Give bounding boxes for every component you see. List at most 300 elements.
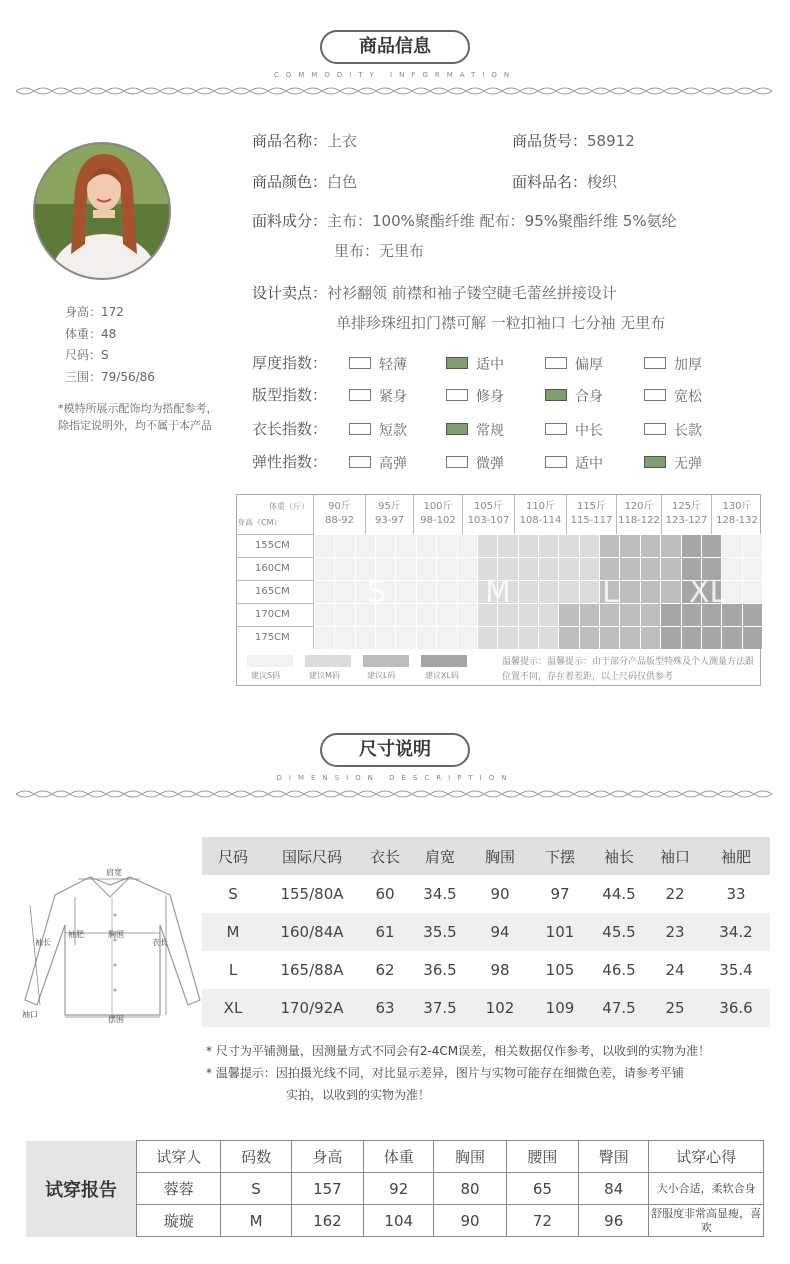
checked-box-icon bbox=[446, 423, 468, 435]
measurement-notes bbox=[206, 1040, 710, 1106]
size-grid-cell bbox=[721, 534, 741, 557]
fabric-name-row bbox=[512, 171, 617, 192]
composition-lining: 里布：无里布 bbox=[334, 242, 425, 260]
size-grid-cell bbox=[395, 626, 415, 649]
dimension-cell: 102 bbox=[470, 989, 530, 1027]
index-row bbox=[252, 418, 732, 440]
index-label: 版型指数： bbox=[252, 386, 328, 404]
size-grid-cell bbox=[334, 534, 354, 557]
index-option-label: 适中 bbox=[476, 357, 504, 373]
legend-swatch bbox=[305, 655, 351, 667]
model-weight: 体重：48 bbox=[65, 326, 117, 341]
size-grid-cell bbox=[457, 580, 477, 603]
height-row-label: 155CM bbox=[237, 534, 314, 557]
size-legend-item bbox=[247, 655, 293, 681]
dimension-header-cell: 尺码 bbox=[202, 837, 264, 875]
dimension-cell: 25 bbox=[648, 989, 702, 1027]
dimension-cell: 155/80A bbox=[280, 885, 344, 903]
dimension-cell: S bbox=[228, 885, 238, 903]
dimension-header-cell: 国际尺码 bbox=[264, 837, 360, 875]
design-line-1: 衬衫翻领 前襟和袖子镂空睫毛蕾丝拼接设计 bbox=[327, 284, 617, 302]
dimension-cell: 24 bbox=[665, 961, 685, 979]
size-grid-cell bbox=[640, 534, 660, 557]
legend-swatch bbox=[247, 655, 293, 667]
size-grid-cell bbox=[640, 580, 660, 603]
corner-weight: 体重（斤） bbox=[269, 502, 309, 511]
height-row-label: 175CM bbox=[237, 626, 314, 649]
index-option-label: 无弹 bbox=[674, 456, 702, 472]
index-option bbox=[644, 453, 702, 473]
weight-jin: 100斤 bbox=[423, 501, 453, 512]
index-option bbox=[644, 420, 702, 440]
size-grid-cell bbox=[619, 626, 639, 649]
size-grid-cell bbox=[538, 580, 558, 603]
index-option bbox=[446, 354, 504, 374]
size-grid-cell bbox=[314, 626, 334, 649]
composition-label: 面料成分： bbox=[252, 212, 328, 230]
legend-label: 建议M码 bbox=[309, 671, 340, 680]
size-grid-cell bbox=[395, 580, 415, 603]
weight-column-header bbox=[515, 495, 567, 534]
unchecked-box-icon bbox=[545, 456, 567, 468]
index-option-label: 适中 bbox=[575, 456, 603, 472]
size-grid-cell bbox=[436, 580, 456, 603]
dimension-header-row bbox=[202, 837, 770, 875]
weight-jin: 115斤 bbox=[576, 501, 607, 512]
size-grid-cell bbox=[701, 534, 721, 557]
size-grid-cell bbox=[599, 626, 619, 649]
size-grid-cell bbox=[701, 626, 721, 649]
trial-header-cell: 试穿人 bbox=[137, 1141, 221, 1173]
size-grid-cell bbox=[314, 603, 334, 626]
index-row bbox=[252, 352, 732, 374]
weight-jin: 130斤 bbox=[722, 501, 752, 512]
size-grid-cell bbox=[518, 626, 538, 649]
size-grid-cell bbox=[334, 580, 354, 603]
label-armhole: 袖肥 bbox=[68, 930, 84, 939]
model-height: 身高：172 bbox=[65, 305, 124, 319]
index-option bbox=[545, 354, 603, 374]
index-option bbox=[545, 386, 603, 406]
size-letter: M bbox=[485, 575, 511, 610]
size-grid-cell bbox=[742, 580, 762, 603]
height-row-label: 165CM bbox=[237, 580, 314, 603]
size-grid-cell bbox=[558, 580, 578, 603]
weight-range: 115-117 bbox=[570, 515, 613, 526]
index-option-label: 短款 bbox=[379, 423, 407, 439]
index-row bbox=[252, 384, 732, 406]
size-grid-cell bbox=[538, 534, 558, 557]
weight-column-header bbox=[366, 495, 414, 534]
product-sku-value: 58912 bbox=[587, 132, 635, 150]
index-option bbox=[644, 386, 702, 406]
label-cuff: 袖口 bbox=[22, 1010, 38, 1019]
dimension-cell: 46.5 bbox=[602, 961, 636, 979]
weight-range: 88-92 bbox=[324, 515, 355, 526]
unchecked-box-icon bbox=[644, 357, 666, 369]
weight-jin: 125斤 bbox=[671, 501, 702, 512]
dimension-header-cell: 袖肥 bbox=[702, 837, 770, 875]
size-grid-cell bbox=[558, 603, 578, 626]
product-color-row bbox=[252, 171, 357, 192]
index-option-label: 修身 bbox=[476, 389, 504, 405]
dimension-cell: 61 bbox=[360, 913, 410, 951]
dimension-cell: 101 bbox=[530, 913, 590, 951]
weight-jin: 95斤 bbox=[378, 501, 401, 512]
index-label: 衣长指数： bbox=[252, 420, 328, 438]
dimension-header-cell: 袖口 bbox=[648, 837, 702, 875]
size-grid-cell bbox=[538, 626, 558, 649]
dimension-cell: L bbox=[228, 961, 238, 979]
product-name-value: 上衣 bbox=[327, 132, 358, 150]
dimension-header-cell: 胸围 bbox=[470, 837, 530, 875]
table-row bbox=[202, 913, 770, 951]
size-grid-cell bbox=[416, 626, 436, 649]
size-grid-cell bbox=[742, 603, 762, 626]
size-grid-cell bbox=[497, 534, 517, 557]
trial-header-cell: 身高 bbox=[291, 1141, 363, 1173]
index-option-label: 紧身 bbox=[379, 389, 407, 405]
height-row-label: 160CM bbox=[237, 557, 314, 580]
table-row bbox=[202, 989, 770, 1027]
weight-column-header bbox=[712, 495, 762, 534]
index-option-label: 常规 bbox=[476, 423, 504, 439]
dimension-cell: 45.5 bbox=[590, 913, 648, 951]
garment-measurement-diagram bbox=[20, 865, 205, 1025]
unchecked-box-icon bbox=[545, 423, 567, 435]
size-grid-cell bbox=[579, 534, 599, 557]
size-grid-cell bbox=[457, 626, 477, 649]
size-grid-cell bbox=[721, 626, 741, 649]
product-sku-label: 商品货号： bbox=[512, 132, 588, 150]
size-grid-cell bbox=[742, 557, 762, 580]
index-row bbox=[252, 451, 732, 473]
product-color-label: 商品颜色： bbox=[252, 173, 328, 191]
dimension-cell: 165/88A bbox=[280, 961, 344, 979]
size-legend-item bbox=[305, 655, 351, 681]
trial-cell: 157 bbox=[291, 1173, 363, 1205]
dimension-cell: 36.5 bbox=[423, 961, 457, 979]
weight-column-header bbox=[314, 495, 366, 534]
index-label: 弹性指数： bbox=[252, 453, 328, 471]
size-grid-cell bbox=[457, 557, 477, 580]
size-grid-cell bbox=[375, 534, 395, 557]
size-grid-cell bbox=[579, 580, 599, 603]
trial-cell: 80 bbox=[434, 1173, 506, 1205]
size-grid-cell bbox=[640, 603, 660, 626]
size-grid-cell bbox=[314, 580, 334, 603]
dimension-cell: 62 bbox=[375, 961, 395, 979]
note-measurement: * 尺寸为平铺测量，因测量方式不同会有2-4CM误差，相关数据仅作参考，以收到的实物为准！ bbox=[206, 1044, 711, 1058]
unchecked-box-icon bbox=[644, 423, 666, 435]
size-grid-cell bbox=[395, 603, 415, 626]
size-grid-cell bbox=[660, 557, 680, 580]
size-grid-cell bbox=[599, 534, 619, 557]
model-bust-waist-hip: 三围：79/56/86 bbox=[65, 369, 155, 384]
checked-box-icon bbox=[446, 357, 468, 369]
unchecked-box-icon bbox=[446, 389, 468, 401]
legend-label: 建议S码 bbox=[251, 671, 281, 680]
index-option bbox=[349, 453, 407, 473]
trial-cell: 72 bbox=[506, 1205, 578, 1237]
size-grid-cell bbox=[619, 534, 639, 557]
size-grid-cell bbox=[436, 603, 456, 626]
size-grid-cell bbox=[457, 603, 477, 626]
size-grid-cell bbox=[395, 557, 415, 580]
label-shoulder: 肩宽 bbox=[106, 868, 122, 877]
size-grid-cell bbox=[681, 534, 701, 557]
size-grid-cell bbox=[660, 603, 680, 626]
size-legend-item bbox=[421, 655, 467, 681]
dimension-cell: 22 bbox=[665, 885, 685, 903]
checked-box-icon bbox=[545, 389, 567, 401]
size-grid-cell bbox=[660, 580, 680, 603]
size-grid-cell bbox=[579, 626, 599, 649]
note-color: * 温馨提示：因拍摄光线不同，对比显示差异，图片与实物可能存在细微色差，请参考平铺 bbox=[206, 1066, 684, 1080]
trial-cell: 蓉蓉 bbox=[137, 1173, 221, 1205]
dimension-cell: 37.5 bbox=[410, 989, 470, 1027]
table-row bbox=[202, 875, 770, 913]
index-option bbox=[644, 354, 702, 374]
weight-range: 98-102 bbox=[420, 515, 456, 526]
dimension-cell: 35.4 bbox=[719, 961, 753, 979]
section-subtitle-commodity: COMMODITY INFORMATION bbox=[273, 71, 517, 79]
trial-header-cell: 码数 bbox=[221, 1141, 291, 1173]
index-option bbox=[446, 420, 504, 440]
size-recommendation-grid bbox=[236, 494, 761, 686]
index-option-label: 加厚 bbox=[674, 357, 702, 373]
size-grid-cell bbox=[518, 603, 538, 626]
product-name-row bbox=[252, 130, 357, 151]
index-option bbox=[349, 386, 407, 406]
section-subtitle-dimension: DIMENSION DESCRIPTION bbox=[276, 774, 514, 782]
size-grid-cell bbox=[619, 580, 639, 603]
size-grid-cell bbox=[538, 557, 558, 580]
decorative-wave-divider bbox=[16, 85, 774, 97]
fabric-name-value: 梭织 bbox=[587, 173, 618, 191]
dimension-cell: 60 bbox=[375, 885, 395, 903]
unchecked-box-icon bbox=[349, 423, 371, 435]
weight-jin: 90斤 bbox=[328, 501, 351, 512]
dimension-cell: 47.5 bbox=[590, 989, 648, 1027]
index-option-label: 偏厚 bbox=[575, 357, 603, 373]
size-grid-cell bbox=[558, 534, 578, 557]
model-size: 尺码：S bbox=[65, 348, 109, 362]
size-grid-cell bbox=[681, 626, 701, 649]
legend-label: 建议XL码 bbox=[425, 671, 459, 680]
index-option-label: 长款 bbox=[674, 423, 702, 439]
dimension-cell: 105 bbox=[545, 961, 575, 979]
size-letter: L bbox=[602, 575, 619, 610]
weight-range: 103-107 bbox=[467, 515, 510, 526]
index-option bbox=[349, 420, 407, 440]
dimension-cell: 33 bbox=[726, 885, 746, 903]
dimension-cell: 34.2 bbox=[702, 913, 770, 951]
size-grid-cell bbox=[619, 603, 639, 626]
index-option-label: 宽松 bbox=[674, 389, 702, 405]
trial-header-cell: 臀围 bbox=[579, 1141, 649, 1173]
weight-range: 128-132 bbox=[716, 515, 758, 526]
index-option bbox=[545, 453, 603, 473]
weight-jin: 105斤 bbox=[473, 501, 504, 512]
dimension-cell: 170/92A bbox=[264, 989, 360, 1027]
trial-cell: 大小合适，柔软合身 bbox=[649, 1173, 764, 1205]
dimension-cell: 36.6 bbox=[702, 989, 770, 1027]
weight-jin: 110斤 bbox=[525, 501, 556, 512]
dimension-header-cell: 下摆 bbox=[530, 837, 590, 875]
dimension-cell: 34.5 bbox=[423, 885, 457, 903]
index-option bbox=[349, 354, 407, 374]
unchecked-box-icon bbox=[349, 456, 371, 468]
size-grid-corner bbox=[237, 495, 314, 534]
size-grid-cell bbox=[355, 534, 375, 557]
trial-cell: S bbox=[221, 1173, 291, 1205]
table-row bbox=[26, 1173, 764, 1205]
size-grid-cell bbox=[579, 603, 599, 626]
trial-cell: 92 bbox=[364, 1173, 434, 1205]
dimension-header-cell: 袖长 bbox=[590, 837, 648, 875]
weight-range: 118-122 bbox=[618, 515, 660, 526]
table-row bbox=[202, 951, 770, 989]
trial-header-cell: 胸围 bbox=[434, 1141, 506, 1173]
trial-header-cell: 体重 bbox=[364, 1141, 434, 1173]
unchecked-box-icon bbox=[644, 389, 666, 401]
weight-column-header bbox=[414, 495, 463, 534]
dimension-cell: 90 bbox=[490, 885, 510, 903]
size-letter: XL bbox=[689, 575, 727, 610]
size-grid-cell bbox=[660, 534, 680, 557]
size-grid-cell bbox=[355, 626, 375, 649]
product-sku-row bbox=[512, 130, 635, 151]
index-label: 厚度指数： bbox=[252, 354, 328, 372]
size-grid-cell bbox=[579, 557, 599, 580]
index-option bbox=[545, 420, 603, 440]
weight-range: 123-127 bbox=[665, 515, 708, 526]
index-option-label: 合身 bbox=[575, 389, 603, 405]
size-grid-cell bbox=[742, 626, 762, 649]
trial-cell: 96 bbox=[579, 1205, 649, 1237]
size-grid-cell bbox=[314, 534, 334, 557]
dimension-cell: 160/84A bbox=[264, 913, 360, 951]
fabric-name-label: 面料品名： bbox=[512, 173, 588, 191]
dimension-table bbox=[202, 837, 770, 1027]
trial-report-title: 试穿报告 bbox=[26, 1141, 137, 1237]
size-grid-cell bbox=[436, 557, 456, 580]
trial-cell: 84 bbox=[579, 1173, 649, 1205]
index-option bbox=[446, 386, 504, 406]
weight-range: 108-114 bbox=[519, 515, 562, 526]
size-grid-cell bbox=[660, 626, 680, 649]
size-letter: S bbox=[367, 575, 387, 610]
size-grid-cell bbox=[742, 534, 762, 557]
trial-header-row bbox=[26, 1141, 764, 1173]
design-line-2: 单排珍珠纽扣门襟可解 一粒扣袖口 七分袖 无里布 bbox=[336, 314, 666, 332]
size-grid-cell bbox=[375, 626, 395, 649]
design-row bbox=[252, 282, 617, 303]
trial-cell: 65 bbox=[506, 1173, 578, 1205]
label-sleeve: 袖长 bbox=[35, 938, 51, 947]
trial-cell: 162 bbox=[291, 1205, 363, 1237]
size-grid-cell bbox=[314, 557, 334, 580]
weight-column-header bbox=[567, 495, 617, 534]
size-grid-cell bbox=[334, 557, 354, 580]
size-grid-cell bbox=[416, 534, 436, 557]
section-title-dimension: 尺寸说明 bbox=[320, 733, 470, 767]
dimension-cell: 94 bbox=[470, 913, 530, 951]
trial-cell: 90 bbox=[434, 1205, 506, 1237]
size-grid-cell bbox=[640, 557, 660, 580]
size-grid-cell bbox=[416, 580, 436, 603]
weight-column-header bbox=[617, 495, 662, 534]
size-grid-cell bbox=[619, 557, 639, 580]
weight-jin: 120斤 bbox=[624, 501, 654, 512]
size-grid-cell bbox=[395, 534, 415, 557]
legend-swatch bbox=[421, 655, 467, 667]
trial-report-table bbox=[26, 1140, 764, 1237]
size-grid-cell bbox=[538, 603, 558, 626]
index-option-label: 中长 bbox=[575, 423, 603, 439]
index-option-label: 轻薄 bbox=[379, 357, 407, 373]
label-chest: 胸围 bbox=[108, 930, 124, 939]
trial-header-cell: 试穿心得 bbox=[649, 1141, 764, 1173]
dimension-cell: 97 bbox=[550, 885, 570, 903]
size-grid-tip: 温馨提示：温馨提示：由于部分产品版型特殊及个人测量方法跟位置不同，存在着差距，以上尺码仅供参考 bbox=[502, 657, 755, 682]
size-grid-cell bbox=[416, 603, 436, 626]
size-grid-cell bbox=[558, 626, 578, 649]
size-grid-cell bbox=[477, 626, 497, 649]
checked-box-icon bbox=[644, 456, 666, 468]
model-measurements bbox=[65, 302, 155, 388]
dimension-cell: 44.5 bbox=[602, 885, 636, 903]
size-grid-cell bbox=[416, 557, 436, 580]
model-photo bbox=[33, 142, 171, 280]
size-grid-cell bbox=[497, 626, 517, 649]
dimension-cell: 63 bbox=[360, 989, 410, 1027]
unchecked-box-icon bbox=[545, 357, 567, 369]
unchecked-box-icon bbox=[349, 357, 371, 369]
trial-header-cell: 腰围 bbox=[506, 1141, 578, 1173]
legend-label: 建议L码 bbox=[367, 671, 396, 680]
dimension-cell: 109 bbox=[530, 989, 590, 1027]
trial-cell: 舒服度非常高显瘦，喜欢 bbox=[649, 1205, 764, 1237]
size-grid-cell bbox=[518, 557, 538, 580]
model-accessory-note: *模特所展示配饰均为搭配参考，除指定说明外，均不属于本产品 bbox=[58, 402, 218, 432]
index-option-label: 高弹 bbox=[379, 456, 407, 472]
decorative-wave-divider-2 bbox=[16, 788, 774, 800]
dimension-header-cell: 肩宽 bbox=[410, 837, 470, 875]
dimension-cell: M bbox=[202, 913, 264, 951]
index-option bbox=[446, 453, 504, 473]
height-row-label: 170CM bbox=[237, 603, 314, 626]
note-color-cont: 实拍，以收到的实物为准！ bbox=[286, 1088, 431, 1102]
dimension-cell: XL bbox=[202, 989, 264, 1027]
size-legend-item bbox=[363, 655, 409, 681]
size-grid-cell bbox=[334, 626, 354, 649]
dimension-header-cell: 衣长 bbox=[360, 837, 410, 875]
trial-cell: 104 bbox=[364, 1205, 434, 1237]
section-title-commodity: 商品信息 bbox=[320, 30, 470, 64]
table-row bbox=[26, 1205, 764, 1237]
weight-column-header bbox=[662, 495, 712, 534]
composition-row bbox=[252, 210, 677, 231]
product-name-label: 商品名称： bbox=[252, 132, 328, 150]
trial-cell: M bbox=[221, 1205, 291, 1237]
trial-cell: 璇璇 bbox=[137, 1205, 221, 1237]
design-label: 设计卖点： bbox=[252, 284, 328, 302]
dimension-cell: 35.5 bbox=[410, 913, 470, 951]
size-grid-cell bbox=[558, 557, 578, 580]
legend-swatch bbox=[363, 655, 409, 667]
